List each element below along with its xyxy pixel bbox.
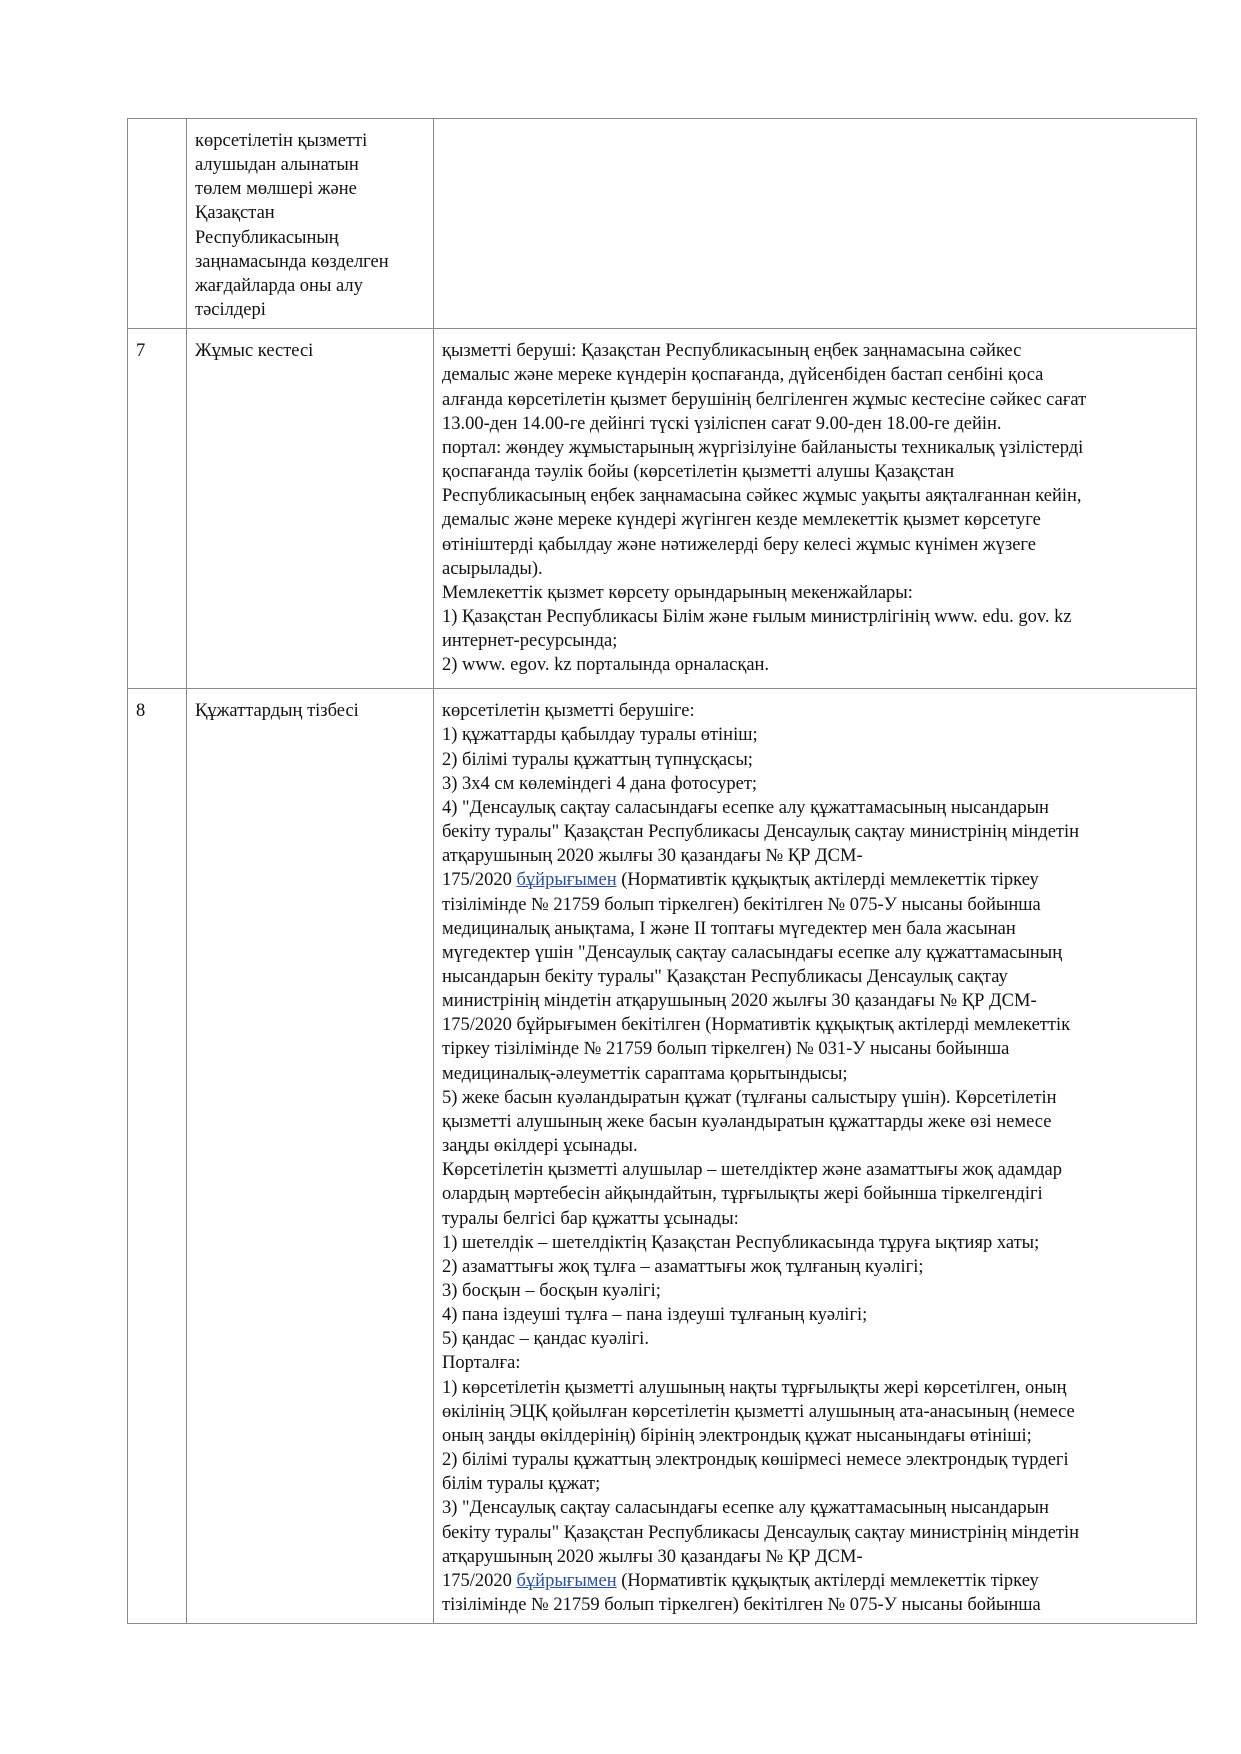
text-line: туралы белгісі бар құжатты ұсынады: <box>442 1208 739 1229</box>
text-line: заңнамасында көзделген <box>195 251 389 272</box>
text-line: қоспағанда тәулік бойы (көрсетілетін қызметті алушы Қазақстан <box>442 462 955 483</box>
text-line: Порталға: <box>442 1353 521 1374</box>
text-line: білім туралы құжат; <box>442 1474 601 1495</box>
table-row <box>128 329 1197 689</box>
row-title-cell <box>187 329 434 689</box>
text-line: Көрсетілетін қызметті алушылар – шетелдіктер және азаматтығы жоқ адамдар <box>442 1160 1063 1181</box>
order-link[interactable]: бұйрығымен <box>516 870 617 891</box>
text-line: Құжаттардың тізбесі <box>195 701 359 722</box>
text-line: 3) 3х4 см көлеміндегі 4 дана фотосурет; <box>442 773 758 794</box>
text-line: медициналық-әлеуметтік сараптама қорытындысы; <box>442 1063 848 1084</box>
text-line: Республикасының <box>195 227 339 248</box>
text-line: 5) қандас – қандас куәлігі. <box>442 1329 649 1350</box>
row-number-cell <box>128 119 187 329</box>
text-line: медициналық анықтама, I және II топтағы мүгедектер мен бала жасынан <box>442 918 1016 939</box>
text-line: бекіту туралы" Қазақстан Республикасы Денсаулық сақтау министрінің міндетін <box>442 1522 1080 1543</box>
text-line: 2) білімі туралы құжаттың электрондық көшірмесі немесе электрондық түрдегі <box>442 1450 1069 1471</box>
text-line: асырылады). <box>442 558 543 579</box>
text-line: Мемлекеттік қызмет көрсету орындарының мекенжайлары: <box>442 582 913 603</box>
row-content-cell <box>434 119 1197 329</box>
row-number-cell <box>128 329 187 689</box>
link-prefix: 175/2020 <box>442 870 517 891</box>
text-line: 1) көрсетілетін қызметті алушының нақты тұрғылықты жері көрсетілген, оның <box>442 1377 1067 1398</box>
text-line: өкілінің ЭЦҚ қойылған көрсетілетін қызметті алушының ата-анасының (немесе <box>442 1401 1075 1422</box>
text-line: 2) білімі туралы құжаттың түпнұсқасы; <box>442 749 753 770</box>
text-line: министрінің міндетін атқарушының 2020 жылғы 30 қазандағы № ҚР ДСМ- <box>442 991 1037 1012</box>
text-line: Қазақстан <box>195 203 275 224</box>
link-suffix: (Нормативтік құқықтық актілерді мемлекеттік тіркеу <box>616 1570 1039 1591</box>
text-line: заңды өкілдері ұсынады. <box>442 1136 638 1157</box>
text-line: өтініштерді қабылдау және нәтижелерді беру келесі жұмыс күнімен жүзеге <box>442 534 1036 555</box>
text-line: Жұмыс кестесі <box>195 341 314 362</box>
text-line: алғанда көрсетілетін қызмет берушінің белгіленген жұмыс кестесіне сәйкес сағат <box>442 389 1087 410</box>
text-line: қызметті алушының жеке басын куәландыратын құжаттарды жеке өзі немесе <box>442 1111 1052 1132</box>
text-line: оның заңды өкілдерінің) бірінің электрондық құжат нысанындағы өтініші; <box>442 1425 1032 1446</box>
text-line: алушыдан алынатын <box>195 155 359 176</box>
content-line <box>442 1569 1188 1593</box>
table-row <box>128 689 1197 1624</box>
text-line: портал: жөндеу жұмыстарының жүргізілуіне байланысты техникалық үзілістерді <box>442 437 1084 458</box>
service-standard-table <box>127 118 1197 1624</box>
order-link[interactable]: бұйрығымен <box>516 1570 617 1591</box>
text-line: қызметті беруші: Қазақстан Республикасының еңбек заңнамасына сәйкес <box>442 341 1022 362</box>
text-line: нысандарын бекіту туралы" Қазақстан Республикасы Денсаулық сақтау <box>442 966 1008 987</box>
link-suffix: (Нормативтік құқықтық актілерді мемлекеттік тіркеу <box>616 870 1039 891</box>
text-line: атқарушының 2020 жылғы 30 қазандағы № ҚР ДСМ- <box>442 846 863 867</box>
text-line: Республикасының еңбек заңнамасына сәйкес жұмыс уақыты аяқталғаннан кейін, <box>442 486 1082 507</box>
text-line: 1) шетелдік – шетелдіктің Қазақстан Республикасында тұруға ықтияр хаты; <box>442 1232 1040 1253</box>
table-row <box>128 119 1197 329</box>
text-line: 4) пана іздеуші тұлға – пана іздеуші тұлғаның куәлігі; <box>442 1305 868 1326</box>
text-line: 175/2020 бұйрығымен бекітілген (Нормативтік құқықтық актілерді мемлекеттік <box>442 1015 1071 1036</box>
text-line: мүгедектер үшін "Денсаулық сақтау саласындағы есепке алу құжаттамасының <box>442 942 1063 963</box>
text-line: төлем мөлшері және <box>195 179 357 200</box>
text-line: 3) босқын – босқын куәлігі; <box>442 1281 661 1301</box>
link-prefix: 175/2020 <box>442 1570 517 1591</box>
text-line: тізілімінде № 21759 болып тіркелген) бекітілген № 075-У нысаны бойынша <box>442 1595 1041 1616</box>
content-line <box>442 868 1188 892</box>
text-line: тізілімінде № 21759 болып тіркелген) бекітілген № 075-У нысаны бойынша <box>442 894 1041 915</box>
text-line: демалыс және мереке күндері жүгінген кезде мемлекеттік қызмет көрсетуге <box>442 510 1041 531</box>
text-line: 13.00-ден 14.00-ге дейінгі түскі үзіліспен сағат 9.00-ден 18.00-ге дейін. <box>442 413 1002 434</box>
text-line: тәсілдері <box>195 300 266 321</box>
row-number-cell <box>128 689 187 1624</box>
row-content-cell <box>434 329 1197 689</box>
text-line: 2) азаматтығы жоқ тұлға – азаматтығы жоқ тұлғаның куәлігі; <box>442 1256 924 1277</box>
row-number: 7 <box>136 341 146 362</box>
row-title-cell <box>187 119 434 329</box>
text-line: олардың мәртебесін айқындайтын, тұрғылықты жері бойынша тіркелгендігі <box>442 1184 1043 1205</box>
text-line: демалыс және мереке күндерін қоспағанда, дүйсенбіден бастап сенбіні қоса <box>442 365 1044 386</box>
row-content-cell <box>434 689 1197 1624</box>
text-line: көрсетілетін қызметті берушіге: <box>442 701 695 722</box>
text-line: 1) Қазақстан Республикасы Білім және ғылым министрлігінің www. edu. gov. kz <box>442 606 1072 627</box>
text-line: атқарушының 2020 жылғы 30 қазандағы № ҚР ДСМ- <box>442 1546 863 1567</box>
text-line: интернет-ресурсында; <box>442 631 618 652</box>
text-line: тіркеу тізілімінде № 21759 болып тіркелген) № 031-У нысаны бойынша <box>442 1039 1010 1060</box>
text-line: жағдайларда оны алу <box>195 275 363 296</box>
text-line: бекіту туралы" Қазақстан Республикасы Денсаулық сақтау министрінің міндетін <box>442 822 1080 843</box>
text-line: 1) құжаттарды қабылдау туралы өтініш; <box>442 725 758 746</box>
text-line: көрсетілетін қызметті <box>195 131 368 151</box>
text-line: 4) "Денсаулық сақтау саласындағы есепке алу құжаттамасының нысандарын <box>442 797 1049 818</box>
row-number: 8 <box>136 701 146 722</box>
text-line: 2) www. egov. kz порталында орналасқан. <box>442 655 770 676</box>
text-line: 5) жеке басын куәландыратын құжат (тұлғаны салыстыру үшін). Көрсетілетін <box>442 1087 1057 1108</box>
row-title-cell <box>187 689 434 1624</box>
text-line: 3) "Денсаулық сақтау саласындағы есепке алу құжаттамасының нысандарын <box>442 1498 1049 1519</box>
